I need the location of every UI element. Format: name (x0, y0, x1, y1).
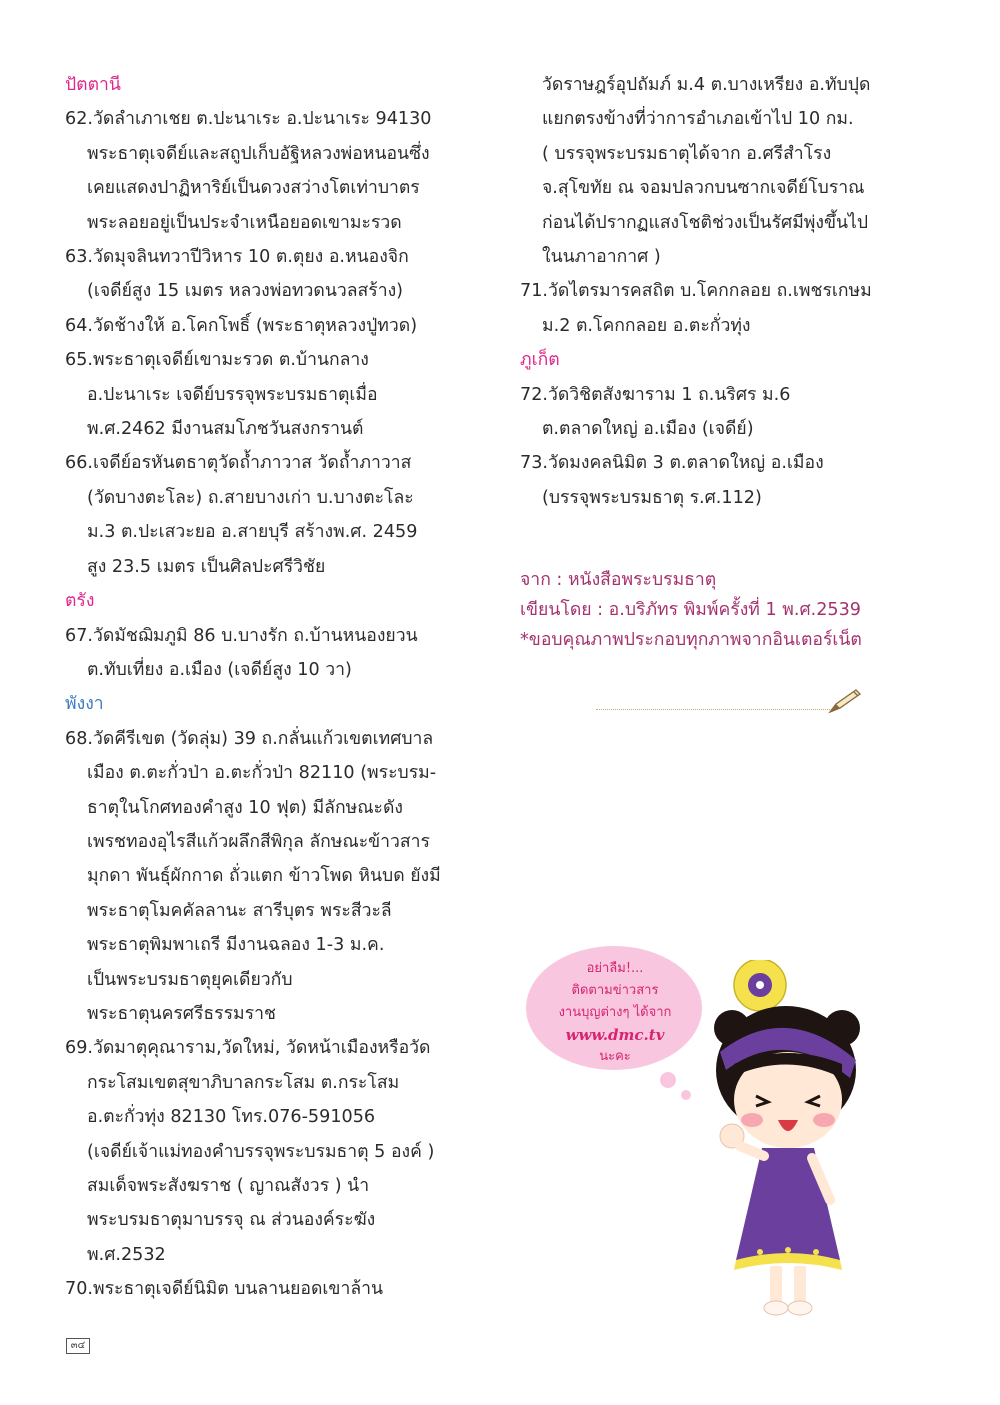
entry-70: 70.พระธาตุเจดีย์นิมิต บนลานยอดเขาล้าน (65, 1279, 384, 1300)
entry-line: พ.ศ.2532 (87, 1244, 166, 1265)
entry-line: ต.ทับเที่ยง อ.เมือง (เจดีย์สูง 10 วา) (87, 659, 352, 680)
entry-line: แยกตรงข้างที่ว่าการอำเภอเข้าไป 10 กม. (542, 109, 854, 130)
entry-68: 68.วัดคีรีเขต (วัดลุ่ม) 39 ถ.กลั่นแก้วเขตเทศบาล (65, 728, 434, 749)
entry-line: สมเด็จพระสังฆราช ( ญาณสังวร ) นำ (87, 1176, 370, 1196)
entry-72: 72.วัดวิชิตสังฆาราม 1 ถ.นริศร ม.6 (520, 384, 791, 405)
entry-line: อ.ตะกั่วทุ่ง 82130 โทร.076-591056 (87, 1107, 376, 1128)
entry-line: (เจดีย์เจ้าแม่ทองคำบรรจุพระบรมธาตุ 5 องค์ ) (87, 1141, 435, 1162)
entry-line: ก่อนได้ปรากฏแสงโชติช่วงเป็นรัศมีพุ่งขึ้นไป (542, 212, 869, 233)
bubble-line: งานบุญต่างๆ ได้จาก (558, 1005, 672, 1020)
image-credit: *ขอบคุณภาพประกอบทุกภาพจากอินเตอร์เน็ต (520, 630, 862, 651)
source-book: จาก : หนังสือพระบรมธาตุ (520, 570, 717, 591)
entry-line: อ.ปะนาเระ เจดีย์บรรจุพระบรมธาตุเมื่อ (87, 384, 378, 405)
entry-line: ม.2 ต.โคกกลอย อ.ตะกั่วทุ่ง (542, 315, 751, 336)
entry-line: ในนภาอากาศ ) (542, 247, 661, 268)
section-heading-pattani: ปัตตานี (65, 75, 121, 95)
cartoon-girl-illustration (690, 960, 880, 1330)
source-author: เขียนโดย : อ.บริภัทร พิมพ์ครั้งที่ 1 พ.ศ.2539 (520, 600, 861, 621)
bubble-line: นะคะ (599, 1049, 631, 1064)
entry-66: 66.เจดีย์อรหันตธาตุวัดถ้ำภาวาส วัดถ้ำภาวาส (65, 453, 412, 474)
entry-67: 67.วัดมัชฌิมภูมิ 86 บ.บางรัก ถ.บ้านหนองยวน (65, 625, 418, 646)
entry-71: 71.วัดไตรมารคสถิต บ.โคกกลอย ถ.เพชรเกษม (520, 281, 872, 302)
entry-line: (วัดบางตะโละ) ถ.สายบางเก่า บ.บางตะโละ (87, 487, 414, 508)
bubble-line: ติดตามข่าวสาร (571, 983, 659, 998)
entry-73: 73.วัดมงคลนิมิต 3 ต.ตลาดใหญ่ อ.เมือง (520, 453, 824, 474)
entry-line: พระลอยอยู่เป็นประจำเหนือยอดเขามะรวด (87, 212, 402, 233)
bubble-url: www.dmc.tv (565, 1026, 665, 1044)
bubble-message (540, 958, 690, 1068)
entry-line: เคยแสดงปาฏิหาริย์เป็นดวงสว่างโตเท่าบาตร (87, 178, 420, 199)
entry-line: เป็นพระบรมธาตุยุคเดียวกับ (87, 969, 293, 990)
entry-64: 64.วัดช้างให้ อ.โคกโพธิ์ (พระธาตุหลวงปู่ทวด) (65, 315, 418, 336)
entry-line: ( บรรจุพระบรมธาตุได้จาก อ.ศรีสำโรง (542, 143, 832, 164)
section-heading-phuket: ภูเก็ต (520, 350, 560, 371)
right-column (520, 68, 950, 655)
entry-line: (เจดีย์สูง 15 เมตร หลวงพ่อทวดนวลสร้าง) (87, 281, 404, 302)
left-column (65, 68, 485, 1307)
dotted-divider (596, 709, 834, 710)
section-heading-trang: ตรัง (65, 591, 95, 612)
entry-line: พระธาตุโมคคัลลานะ สารีบุตร พระสีวะลี (87, 900, 392, 921)
entry-65: 65.พระธาตุเจดีย์เขามะรวด ต.บ้านกลาง (65, 350, 369, 371)
entry-62: 62.วัดลำเภาเชย ต.ปะนาเระ อ.ปะนาเระ 94130 (65, 109, 432, 130)
entry-line: พระธาตุพิมพาเถรี มีงานฉลอง 1-3 ม.ค. (87, 935, 385, 956)
entry-line: พระบรมธาตุมาบรรจุ ณ ส่วนองค์ระฆัง (87, 1210, 376, 1231)
entry-line: เพรชทองอุไรสีแก้วผลึกสีพิกุล ลักษณะข้าวสาร (87, 831, 430, 852)
entry-69: 69.วัดมาตุคุณาราม,วัดใหม่, วัดหน้าเมืองหรือวัด (65, 1038, 431, 1059)
entry-line: พระธาตุนครศรีธรรมราช (87, 1003, 276, 1024)
entry-line: วัดราษฎร์อุปถัมภ์ ม.4 ต.บางเหรียง อ.ทับปุด (542, 75, 871, 95)
section-heading-phangnga: พังงา (65, 694, 104, 715)
entry-line: พระธาตุเจดีย์และสถูปเก็บอัฐิหลวงพ่อหนอนซึ่ง (87, 143, 430, 164)
entry-63: 63.วัดมุจลินทวาปีวิหาร 10 ต.ตุยง อ.หนองจิก (65, 247, 409, 268)
pen-nib-icon (826, 686, 866, 716)
entry-line: ม.3 ต.ปะเสวะยอ อ.สายบุรี สร้างพ.ศ. 2459 (87, 522, 418, 543)
entry-line: เมือง ต.ตะกั่วป่า อ.ตะกั่วป่า 82110 (พระบรม- (87, 763, 437, 784)
page-number: ๓๔ (66, 1338, 90, 1354)
entry-line: ต.ตลาดใหญ่ อ.เมือง (เจดีย์) (542, 419, 754, 440)
entry-line: จ.สุโขทัย ณ จอมปลวกบนซากเจดีย์โบราณ (542, 178, 865, 199)
entry-line: พ.ศ.2462 มีงานสมโภชวันสงกรานต์ (87, 419, 364, 440)
entry-line: ธาตุในโกศทองคำสูง 10 ฟุต) มีลักษณะดัง (87, 797, 403, 818)
entry-line: (บรรจุพระบรมธาตุ ร.ศ.112) (542, 487, 762, 508)
bubble-line: อย่าลืม!... (586, 961, 644, 976)
entry-line: สูง 23.5 เมตร เป็นศิลปะศรีวิชัย (87, 556, 326, 577)
entry-line: มุกดา พันธุ์ผักกาด ถั่วแตก ข้าวโพด หินบด ยังมี (87, 866, 441, 887)
entry-line: กระโสมเขตสุขาภิบาลกระโสม ต.กระโสม (87, 1072, 400, 1093)
